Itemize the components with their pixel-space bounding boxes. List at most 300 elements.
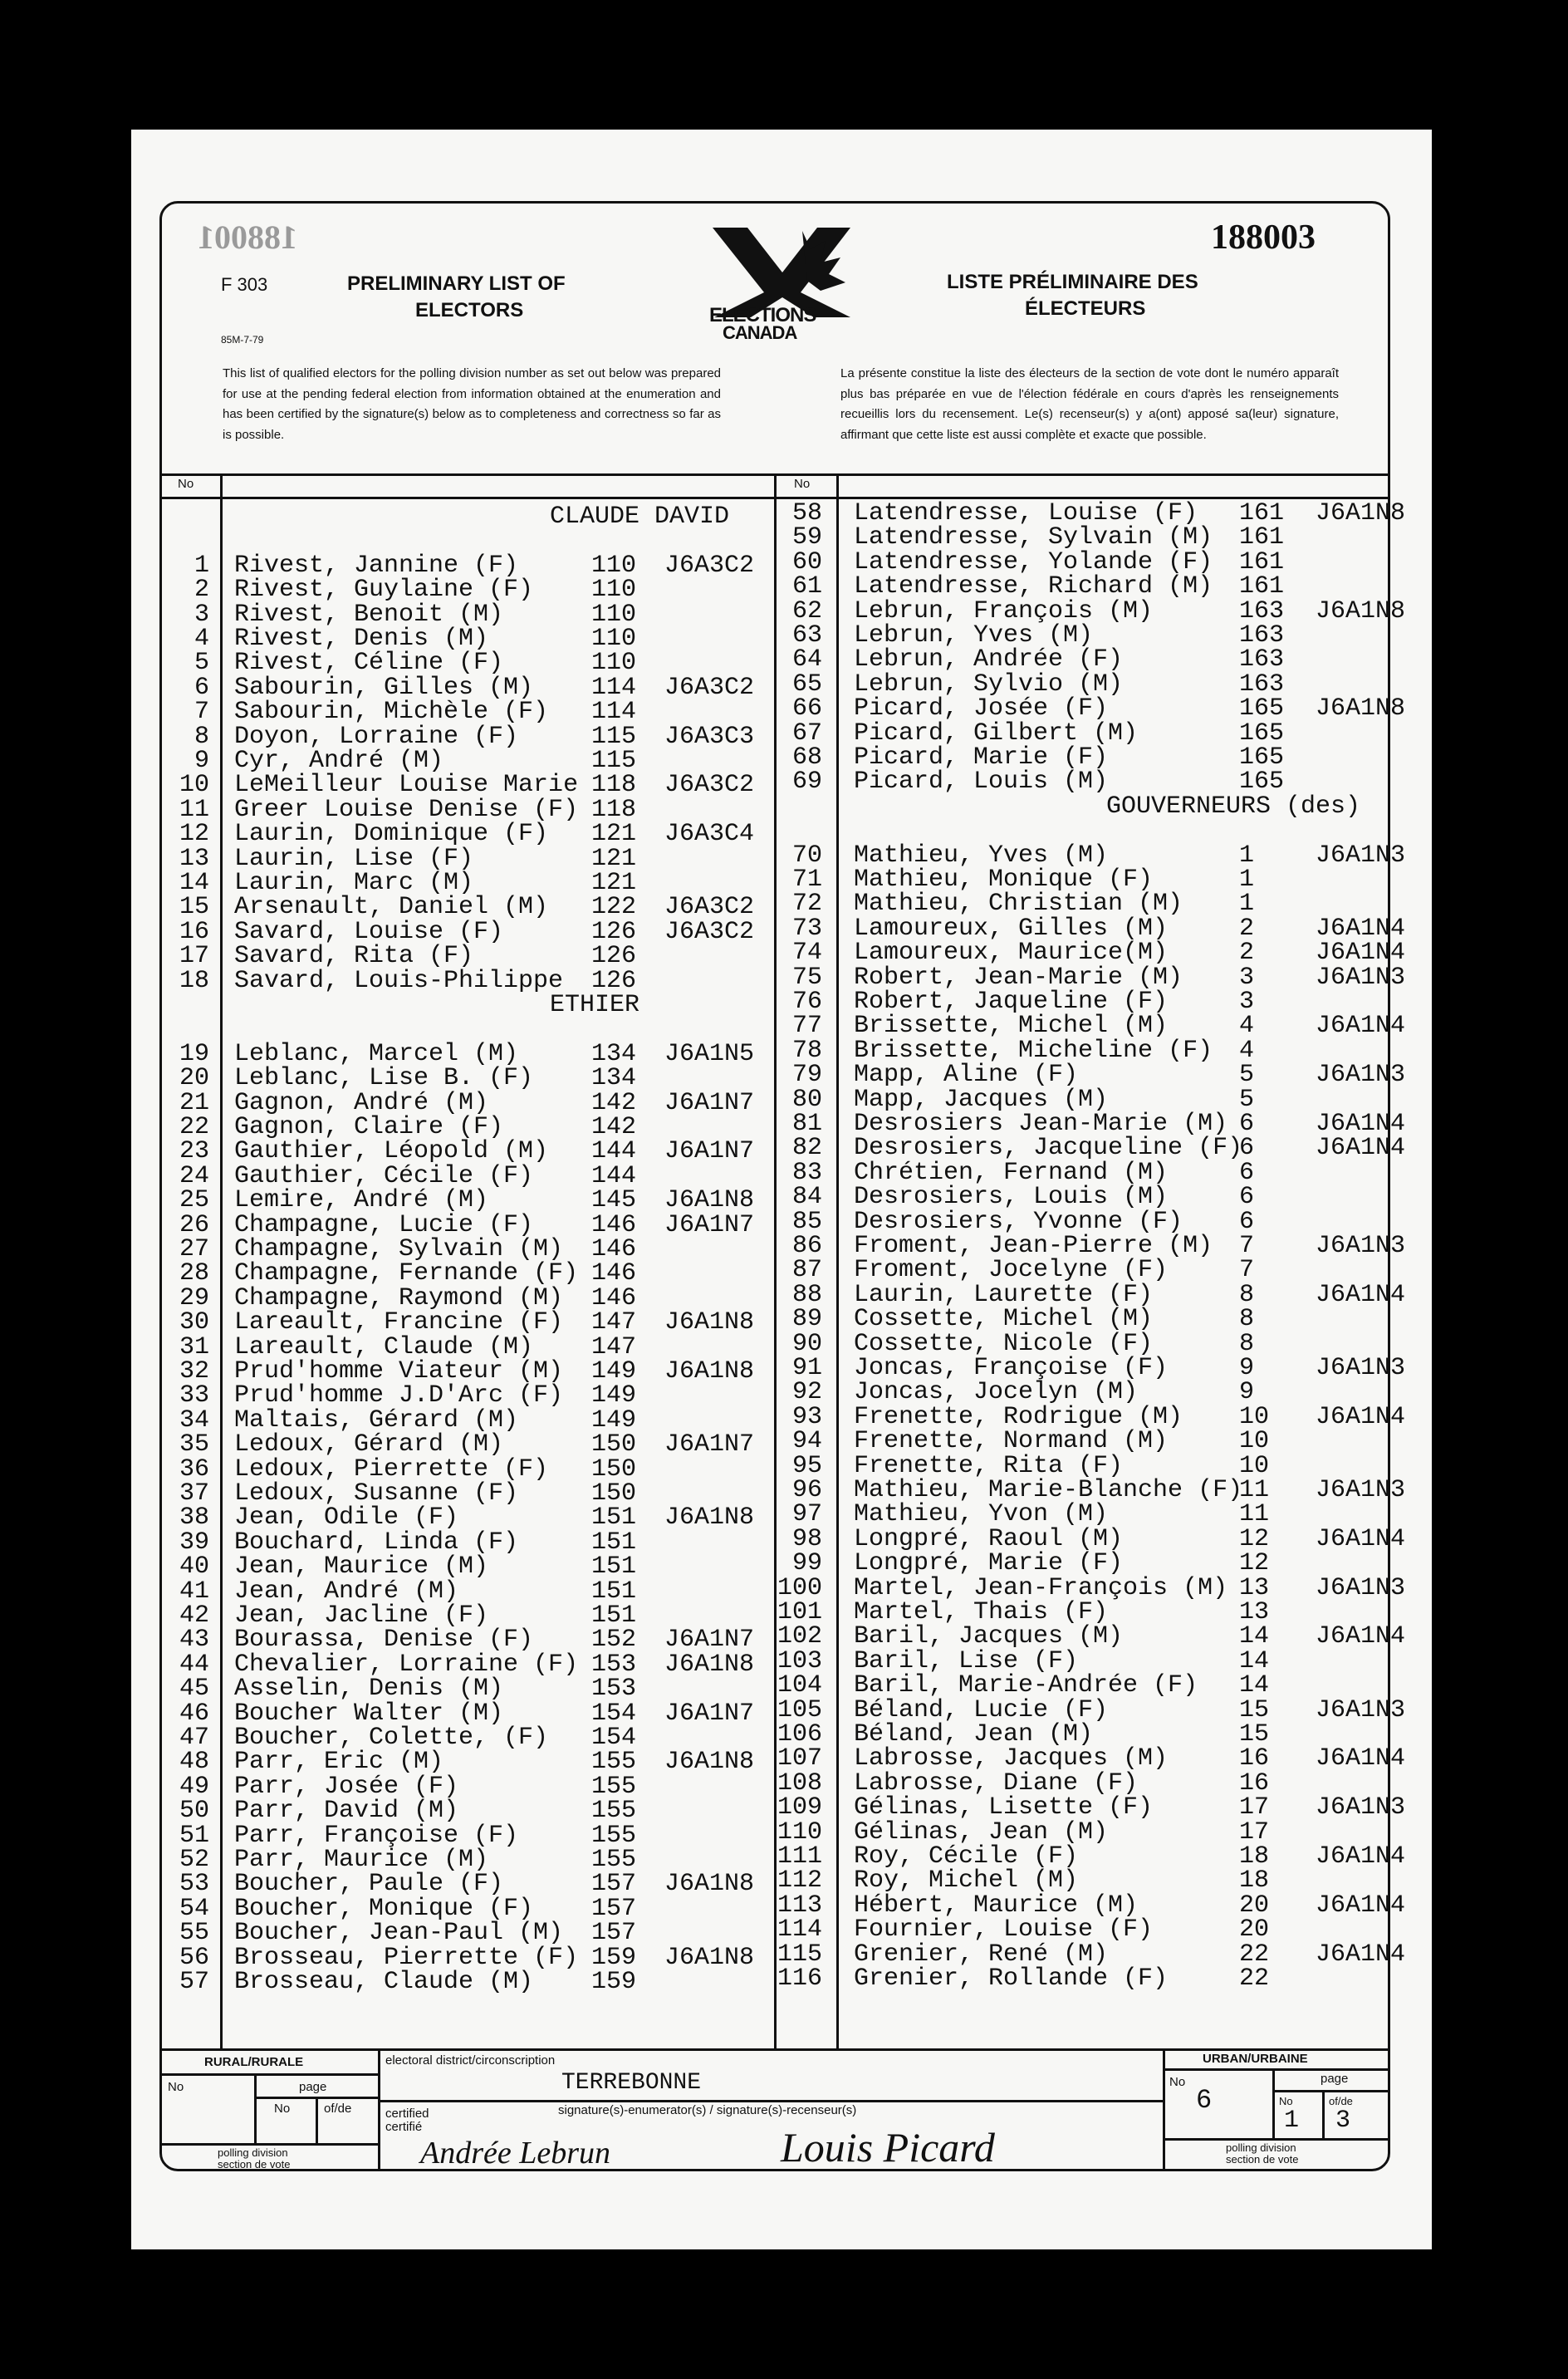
elector-address: 153 — [591, 1675, 637, 1704]
district-value: TERREBONNE — [561, 2070, 702, 2096]
elector-number: 29 — [179, 1283, 209, 1312]
elector-postal-code: J6A3C4 — [664, 820, 755, 849]
logo-text-elections: ELECTIONS — [709, 304, 816, 326]
elector-number: 57 — [179, 1968, 209, 1996]
elector-name: Brissette, Michel (M) — [854, 1012, 1169, 1041]
elections-canada-logo — [704, 224, 860, 341]
elector-number: 107 — [777, 1744, 822, 1773]
elector-name: Champagne, Raymond (M) — [234, 1283, 564, 1312]
elector-name: Latendresse, Richard (M) — [854, 572, 1213, 601]
elector-number: 7 — [194, 698, 209, 727]
elector-number: 112 — [777, 1866, 822, 1896]
elector-address: 151 — [591, 1503, 637, 1533]
elector-postal-code: J6A1N8 — [664, 1357, 755, 1386]
elector-name: Laurin, Lise (F) — [234, 844, 474, 873]
elector-address: 165 — [1239, 768, 1285, 797]
elector-postal-code: J6A1N3 — [1316, 1573, 1406, 1602]
elector-number: 28 — [179, 1259, 209, 1288]
elector-name: Leblanc, Marcel (M) — [234, 1039, 519, 1068]
elector-address: 114 — [591, 673, 637, 702]
elector-postal-code: J6A1N3 — [1316, 1695, 1406, 1724]
rural-label: RURAL/RURALE — [204, 2055, 304, 2069]
elector-address: 121 — [591, 869, 637, 897]
elector-number: 16 — [179, 917, 209, 946]
elector-address: 161 — [1239, 572, 1285, 601]
elector-number: 85 — [791, 1207, 822, 1236]
elector-number: 48 — [179, 1748, 209, 1777]
elector-name: Greer Louise Denise (F) — [234, 795, 579, 824]
elector-postal-code: J6A1N4 — [1316, 914, 1406, 943]
elector-postal-code: J6A1N8 — [664, 1943, 755, 1972]
elector-address: 22 — [1239, 1965, 1270, 1993]
elector-name: Brosseau, Claude (M) — [234, 1968, 534, 1996]
rural-bottom-rule — [159, 2143, 379, 2146]
elector-postal-code: J6A1N4 — [1316, 1524, 1406, 1553]
elector-postal-code: J6A1N5 — [664, 1039, 755, 1068]
elector-postal-code: J6A1N8 — [1316, 694, 1406, 724]
elector-address: 3 — [1239, 988, 1255, 1016]
elector-name: Picard, Josée (F) — [854, 694, 1109, 724]
elector-postal-code: J6A1N8 — [664, 1186, 755, 1215]
elector-name: Gauthier, Cécile (F) — [234, 1161, 534, 1190]
elector-number: 1 — [194, 551, 209, 580]
elector-number: 116 — [777, 1965, 822, 1993]
elector-number: 74 — [791, 939, 822, 968]
elector-name: Mathieu, Christian (M) — [854, 890, 1183, 919]
elector-number: 72 — [791, 890, 822, 919]
elector-number: 65 — [791, 670, 822, 699]
certifie-label: certifié — [385, 2120, 423, 2134]
elector-postal-code: J6A1N4 — [1316, 1744, 1406, 1773]
elector-number: 67 — [791, 719, 822, 748]
elector-address: 157 — [591, 1870, 637, 1899]
elector-address: 15 — [1239, 1720, 1270, 1749]
elector-name: Chevalier, Lorraine (F) — [234, 1650, 579, 1679]
elector-number: 114 — [777, 1915, 822, 1945]
elector-postal-code: J6A1N7 — [664, 1210, 755, 1239]
elector-number: 49 — [179, 1772, 209, 1801]
elector-address: 22 — [1239, 1940, 1270, 1969]
elector-address: 5 — [1239, 1085, 1255, 1114]
top-stamp: 188001 — [198, 218, 297, 256]
urban-polling-division: polling division — [1226, 2141, 1296, 2154]
elector-name: Hébert, Maurice (M) — [854, 1891, 1139, 1920]
elector-number: 62 — [791, 596, 822, 625]
elector-number: 3 — [194, 600, 209, 629]
title-fr-line1: LISTE PRÉLIMINAIRE DES — [947, 271, 1198, 293]
elector-address: 11 — [1239, 1500, 1270, 1529]
elector-number: 109 — [777, 1793, 822, 1822]
elector-address: 8 — [1239, 1305, 1255, 1334]
elector-address: 6 — [1239, 1110, 1255, 1138]
elector-name: Frenette, Normand (M) — [854, 1427, 1169, 1456]
elector-name: Sabourin, Gilles (M) — [234, 673, 534, 702]
elector-name: Rivest, Céline (F) — [234, 649, 504, 678]
elector-address: 10 — [1239, 1427, 1270, 1456]
elector-name: Mathieu, Yvon (M) — [854, 1500, 1109, 1529]
elector-number: 95 — [791, 1451, 822, 1480]
elector-address: 4 — [1239, 1012, 1255, 1041]
elector-name: Roy, Cécile (F) — [854, 1842, 1079, 1871]
elector-number: 103 — [777, 1646, 822, 1675]
elector-name: Chrétien, Fernand (M) — [854, 1158, 1169, 1187]
urban-bottom-rule — [1163, 2138, 1390, 2141]
elector-number: 108 — [777, 1768, 822, 1798]
intro-french: La présente constitue la liste des électeurs de la section de vote dont le numéro apparaît plus bas préparée en vue de l'élection fédérale en cours d'après les renseignements recueillis lors du recensement. Le(s) recenseur(s) y a(ont) apposé sa(leur) signature, affirmant que cette liste est aussi complète et exacte que possible. — [840, 366, 1339, 442]
elector-address: 110 — [591, 625, 637, 653]
elector-address: 161 — [1239, 547, 1285, 576]
elector-name: Brissette, Micheline (F) — [854, 1036, 1213, 1065]
elector-name: Savard, Louis-Philippe — [234, 966, 564, 995]
elector-number: 83 — [791, 1158, 822, 1187]
elector-name: Parr, Françoise (F) — [234, 1821, 519, 1850]
elector-postal-code: J6A1N8 — [664, 1308, 755, 1337]
elector-name: Ledoux, Pierrette (F) — [234, 1454, 549, 1484]
elector-number: 15 — [179, 893, 209, 922]
urban-section-de-vote: section de vote — [1226, 2153, 1299, 2166]
elector-number: 99 — [791, 1549, 822, 1578]
elector-name: Champagne, Sylvain (M) — [234, 1235, 564, 1263]
elector-address: 6 — [1239, 1134, 1255, 1163]
elector-address: 1 — [1239, 866, 1255, 894]
elector-address: 146 — [591, 1210, 637, 1239]
elector-address: 151 — [591, 1577, 637, 1606]
elector-number: 32 — [179, 1357, 209, 1386]
elector-number: 37 — [179, 1479, 209, 1508]
elector-name: Savard, Louise (F) — [234, 917, 504, 946]
elector-address: 2 — [1239, 939, 1255, 968]
elector-name: LeMeilleur Louise Marie — [234, 771, 579, 800]
elector-name: Mapp, Jacques (M) — [854, 1085, 1109, 1114]
elector-number: 104 — [777, 1671, 822, 1700]
elector-name: Savard, Rita (F) — [234, 942, 474, 971]
elector-name: Gagnon, Claire (F) — [234, 1113, 504, 1141]
elector-number: 18 — [179, 966, 209, 995]
elector-number: 5 — [194, 649, 209, 678]
rural-no-label: No — [168, 2080, 184, 2094]
elector-name: Labrosse, Jacques (M) — [854, 1744, 1169, 1773]
elector-postal-code: J6A3C2 — [664, 917, 755, 946]
elector-number: 10 — [179, 771, 209, 800]
form-code: F 303 — [221, 274, 268, 295]
elector-postal-code: J6A1N7 — [664, 1626, 755, 1655]
elector-address: 14 — [1239, 1622, 1270, 1651]
elector-name: Laurin, Laurette (F) — [854, 1280, 1154, 1309]
elector-name: Bouchard, Linda (F) — [234, 1528, 519, 1557]
elector-postal-code: J6A3C2 — [664, 771, 755, 800]
elector-number: 70 — [791, 841, 822, 870]
elector-address: 6 — [1239, 1207, 1255, 1236]
elector-number: 59 — [791, 523, 822, 552]
elector-number: 75 — [791, 963, 822, 992]
elector-address: 159 — [591, 1943, 637, 1972]
rural-box-right — [378, 2048, 380, 2171]
elector-number: 79 — [791, 1061, 822, 1090]
elector-name: Froment, Jean-Pierre (M) — [854, 1232, 1213, 1260]
elector-address: 142 — [591, 1088, 637, 1117]
elector-name: Desrosiers, Yvonne (F) — [854, 1207, 1183, 1236]
elector-postal-code: J6A1N7 — [664, 1088, 755, 1117]
elector-postal-code: J6A1N3 — [1316, 1476, 1406, 1504]
elector-address: 146 — [591, 1259, 637, 1288]
elector-postal-code: J6A1N4 — [1316, 1940, 1406, 1969]
elector-address: 8 — [1239, 1280, 1255, 1309]
title-en-line1: PRELIMINARY LIST OF — [347, 272, 566, 295]
elector-address: 165 — [1239, 743, 1285, 772]
serial-number: 188003 — [1211, 218, 1316, 257]
elector-name: Boucher Walter (M) — [234, 1699, 504, 1728]
elector-postal-code: J6A1N4 — [1316, 1891, 1406, 1920]
elector-number: 77 — [791, 1012, 822, 1041]
elector-number: 54 — [179, 1894, 209, 1923]
elector-address: 146 — [591, 1235, 637, 1263]
left-no-header: No — [178, 477, 194, 491]
elector-name: Frenette, Rodrigue (M) — [854, 1402, 1183, 1431]
elector-number: 63 — [791, 621, 822, 650]
elector-number: 22 — [179, 1113, 209, 1141]
elector-number: 115 — [777, 1940, 822, 1969]
elector-postal-code: J6A1N7 — [664, 1699, 755, 1728]
elector-address: 18 — [1239, 1842, 1270, 1871]
elector-name: Martel, Thais (F) — [854, 1598, 1109, 1626]
elector-number: 84 — [791, 1183, 822, 1212]
elector-number: 86 — [791, 1232, 822, 1260]
urban-no-rule — [1272, 2068, 1275, 2138]
elector-number: 21 — [179, 1088, 209, 1117]
elector-address: 150 — [591, 1430, 637, 1459]
elector-address: 155 — [591, 1797, 637, 1826]
elector-address: 115 — [591, 722, 637, 751]
elector-number: 76 — [791, 988, 822, 1016]
elector-address: 8 — [1239, 1329, 1255, 1358]
elector-name: Picard, Marie (F) — [854, 743, 1109, 772]
elector-number: 53 — [179, 1870, 209, 1899]
elector-address: 17 — [1239, 1817, 1270, 1847]
elector-number: 50 — [179, 1797, 209, 1826]
left-no-column-rule — [220, 473, 223, 2048]
signature-label: signature(s)-enumerator(s) / signature(s)-recenseur(s) — [558, 2103, 857, 2117]
elector-name: Baril, Marie-Andrée (F) — [854, 1671, 1198, 1700]
elector-name: Parr, Eric (M) — [234, 1748, 444, 1777]
elector-postal-code: J6A1N4 — [1316, 1110, 1406, 1138]
elector-number: 93 — [791, 1402, 822, 1431]
certified-label: certified — [385, 2107, 429, 2121]
elector-name: Lebrun, Yves (M) — [854, 621, 1094, 650]
elector-address: 7 — [1239, 1232, 1255, 1260]
elector-number: 44 — [179, 1650, 209, 1679]
elector-number: 106 — [777, 1720, 822, 1749]
elector-name: Desrosiers, Jacqueline (F) — [854, 1134, 1243, 1163]
elector-number: 69 — [791, 768, 822, 797]
elector-address: 18 — [1239, 1866, 1270, 1896]
elector-number: 96 — [791, 1476, 822, 1504]
elector-number: 25 — [179, 1186, 209, 1215]
elector-address: 12 — [1239, 1549, 1270, 1578]
elector-address: 126 — [591, 917, 637, 946]
elector-address: 12 — [1239, 1524, 1270, 1553]
center-rule-b — [836, 473, 839, 2048]
elector-name: Jean, Odile (F) — [234, 1503, 459, 1533]
elector-name: Robert, Jean-Marie (M) — [854, 963, 1183, 992]
elector-address: 147 — [591, 1308, 637, 1337]
elector-address: 151 — [591, 1552, 637, 1582]
elector-name: Boucher, Monique (F) — [234, 1894, 534, 1923]
elector-address: 152 — [591, 1626, 637, 1655]
elector-name: Gélinas, Lisette (F) — [854, 1793, 1154, 1822]
elector-number: 40 — [179, 1552, 209, 1582]
elector-address: 145 — [591, 1186, 637, 1215]
elector-address: 1 — [1239, 841, 1255, 870]
elector-number: 100 — [777, 1573, 822, 1602]
elector-postal-code: J6A1N8 — [664, 1870, 755, 1899]
elector-number: 60 — [791, 547, 822, 576]
elector-address: 5 — [1239, 1061, 1255, 1090]
elector-postal-code: J6A3C3 — [664, 722, 755, 751]
elector-address: 20 — [1239, 1891, 1270, 1920]
elector-address: 110 — [591, 576, 637, 605]
elector-name: Baril, Lise (F) — [854, 1646, 1079, 1675]
elector-address: 155 — [591, 1821, 637, 1850]
elector-address: 1 — [1239, 890, 1255, 919]
elector-name: Grenier, Rollande (F) — [854, 1965, 1169, 1993]
title-en-line2: ELECTORS — [415, 299, 524, 321]
elector-name: Champagne, Fernande (F) — [234, 1259, 579, 1288]
elector-name: Boucher, Paule (F) — [234, 1870, 504, 1899]
elector-address: 10 — [1239, 1402, 1270, 1431]
elector-number: 56 — [179, 1943, 209, 1972]
elector-name: Baril, Jacques (M) — [854, 1622, 1124, 1651]
elector-number: 113 — [777, 1891, 822, 1920]
elector-address: 3 — [1239, 963, 1255, 992]
elector-postal-code: J6A1N7 — [664, 1137, 755, 1166]
elector-address: 11 — [1239, 1476, 1270, 1504]
elector-address: 163 — [1239, 645, 1285, 674]
elector-number: 14 — [179, 869, 209, 897]
elector-name: Lamoureux, Gilles (M) — [854, 914, 1169, 943]
elector-postal-code: J6A1N4 — [1316, 1622, 1406, 1651]
elector-address: 163 — [1239, 670, 1285, 699]
urban-page-mid-rule — [1322, 2090, 1325, 2138]
elector-number: 31 — [179, 1332, 209, 1361]
elector-address: 121 — [591, 820, 637, 849]
elector-name: Lareault, Francine (F) — [234, 1308, 564, 1337]
elector-postal-code: J6A1N3 — [1316, 1061, 1406, 1090]
elector-name: Mathieu, Marie-Blanche (F) — [854, 1476, 1243, 1504]
elector-address: 110 — [591, 551, 637, 580]
elector-name: Rivest, Benoit (M) — [234, 600, 504, 629]
elector-name: Labrosse, Diane (F) — [854, 1768, 1139, 1798]
elector-address: 6 — [1239, 1158, 1255, 1187]
elector-address: 110 — [591, 600, 637, 629]
elector-postal-code: J6A1N4 — [1316, 1134, 1406, 1163]
elector-name: Latendresse, Yolande (F) — [854, 547, 1213, 576]
elector-address: 2 — [1239, 914, 1255, 943]
elector-name: Mathieu, Yves (M) — [854, 841, 1109, 870]
elector-name: Doyon, Lorraine (F) — [234, 722, 519, 751]
rural-label-rule — [159, 2073, 379, 2076]
elector-address: 144 — [591, 1137, 637, 1166]
elector-name: Rivest, Jannine (F) — [234, 551, 519, 580]
elector-name: Desrosiers, Louis (M) — [854, 1183, 1169, 1212]
elector-number: 66 — [791, 694, 822, 724]
elector-name: Parr, Maurice (M) — [234, 1846, 489, 1874]
elector-address: 114 — [591, 698, 637, 727]
elector-number: 51 — [179, 1821, 209, 1850]
elector-number: 27 — [179, 1235, 209, 1263]
elector-name: Longpré, Marie (F) — [854, 1549, 1124, 1578]
elector-name: Longpré, Raoul (M) — [854, 1524, 1124, 1553]
elector-name: Parr, Josée (F) — [234, 1772, 459, 1801]
elector-number: 64 — [791, 645, 822, 674]
elector-number: 39 — [179, 1528, 209, 1557]
elector-address: 146 — [591, 1283, 637, 1312]
elector-postal-code: J6A1N8 — [1316, 499, 1406, 527]
elector-address: 20 — [1239, 1915, 1270, 1945]
elector-number: 17 — [179, 942, 209, 971]
elector-name: Gélinas, Jean (M) — [854, 1817, 1109, 1847]
elector-address: 16 — [1239, 1768, 1270, 1798]
elector-address: 15 — [1239, 1695, 1270, 1724]
elector-number: 73 — [791, 914, 822, 943]
elector-postal-code: J6A1N4 — [1316, 1402, 1406, 1431]
elector-number: 82 — [791, 1134, 822, 1163]
elector-address: 149 — [591, 1405, 637, 1435]
elector-postal-code: J6A1N7 — [664, 1430, 755, 1459]
elector-name: Joncas, Françoise (F) — [854, 1354, 1169, 1382]
elector-number: 8 — [194, 722, 209, 751]
elector-address: 17 — [1239, 1793, 1270, 1822]
elector-postal-code: J6A1N3 — [1316, 1354, 1406, 1382]
elector-number: 12 — [179, 820, 209, 849]
elector-name: Ledoux, Gérard (M) — [234, 1430, 504, 1459]
elector-postal-code: J6A1N8 — [664, 1503, 755, 1533]
elector-number: 91 — [791, 1354, 822, 1382]
elector-number: 19 — [179, 1039, 209, 1068]
elector-address: 165 — [1239, 719, 1285, 748]
elector-name: Rivest, Denis (M) — [234, 625, 489, 653]
elector-address: 13 — [1239, 1598, 1270, 1626]
elector-postal-code: J6A3C2 — [664, 673, 755, 702]
urban-page-number: 1 — [1284, 2107, 1300, 2135]
elector-name: Desrosiers Jean-Marie (M) — [854, 1110, 1228, 1138]
elector-name: Laurin, Dominique (F) — [234, 820, 549, 849]
form-date: 85M-7-79 — [221, 334, 264, 346]
elector-name: Cossette, Nicole (F) — [854, 1329, 1154, 1358]
elector-number: 55 — [179, 1919, 209, 1948]
district-label: electoral district/circonscription — [385, 2053, 556, 2068]
elector-number: 20 — [179, 1064, 209, 1093]
elector-name: Lareault, Claude (M) — [234, 1332, 534, 1361]
elector-name: Béland, Jean (M) — [854, 1720, 1094, 1749]
elector-number: 35 — [179, 1430, 209, 1459]
elector-address: 149 — [591, 1381, 637, 1410]
elector-number: 2 — [194, 576, 209, 605]
elector-number: 34 — [179, 1405, 209, 1435]
elector-postal-code: J6A1N3 — [1316, 963, 1406, 992]
elector-number: 4 — [194, 625, 209, 653]
elector-name: Froment, Jocelyne (F) — [854, 1256, 1169, 1285]
elector-name: Champagne, Lucie (F) — [234, 1210, 534, 1239]
elector-name: Jean, Jacline (F) — [234, 1602, 489, 1630]
elector-name: Prud'homme Viateur (M) — [234, 1357, 564, 1386]
elector-number: 45 — [179, 1675, 209, 1704]
urban-page-label: page — [1321, 2072, 1349, 2086]
elector-address: 115 — [591, 747, 637, 775]
elector-address: 151 — [591, 1528, 637, 1557]
intro-english: This list of qualified electors for the polling division number as set out below was prepared for use at the pending federal election from information obtained at the enumeration and has been certified by the signature(s) below as to completeness and correctness so far as is possible. — [223, 366, 721, 442]
elector-address: 150 — [591, 1479, 637, 1508]
elector-number: 46 — [179, 1699, 209, 1728]
